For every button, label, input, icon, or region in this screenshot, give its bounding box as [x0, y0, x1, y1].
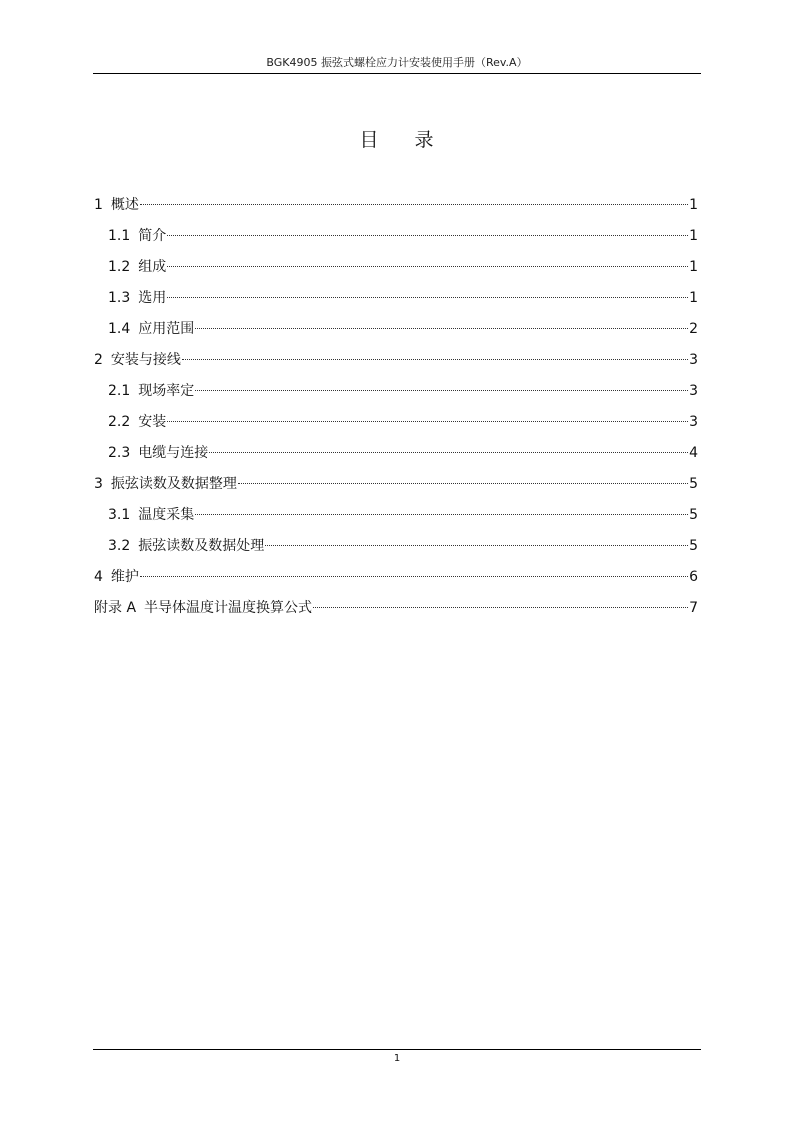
toc-entry-text: 现场率定 — [138, 383, 195, 399]
toc-entry[interactable] — [94, 597, 698, 628]
toc-dot-leader — [167, 421, 688, 422]
toc-entry-number: 1.3 — [108, 290, 131, 306]
toc-entry-label — [108, 256, 166, 278]
toc-entry-label — [94, 566, 139, 588]
toc-entry-page: 3 — [689, 383, 698, 399]
toc-entry[interactable] — [94, 504, 698, 535]
toc-entry-label — [108, 535, 264, 557]
toc-entry-number: 2.2 — [108, 414, 131, 430]
toc-entry[interactable] — [94, 380, 698, 411]
toc-dot-leader — [238, 483, 688, 484]
toc-entry[interactable] — [94, 194, 698, 225]
toc-entry-label — [108, 442, 208, 464]
toc-entry[interactable] — [94, 349, 698, 380]
toc-entry-page: 1 — [689, 259, 698, 275]
toc-entry-page: 7 — [689, 600, 698, 616]
toc-entry-page: 3 — [689, 414, 698, 430]
toc-entry[interactable] — [94, 442, 698, 473]
toc-entry-number: 2 — [94, 352, 103, 368]
toc-entry-label — [94, 597, 312, 619]
toc-dot-leader — [140, 204, 688, 205]
toc-dot-leader — [167, 297, 688, 298]
toc-entry-page: 3 — [689, 352, 698, 368]
toc-entry-page: 5 — [689, 507, 698, 523]
toc-entry-text: 安装与接线 — [110, 352, 181, 368]
toc-entry-number: 3.2 — [108, 538, 131, 554]
toc-dot-leader — [195, 328, 688, 329]
toc-entry-page: 5 — [689, 538, 698, 554]
toc-dot-leader — [195, 514, 688, 515]
toc-dot-leader — [182, 359, 688, 360]
toc-entry-page: 2 — [689, 321, 698, 337]
toc-entry[interactable] — [94, 318, 698, 349]
toc-entry-label — [108, 380, 194, 402]
toc-entry-text: 振弦读数及数据整理 — [110, 476, 237, 492]
toc-entry-number: 1.4 — [108, 321, 131, 337]
toc-entry[interactable] — [94, 287, 698, 318]
toc-entry-text: 概述 — [110, 197, 139, 213]
toc-dot-leader — [167, 235, 688, 236]
toc-title: 目录 — [359, 129, 470, 151]
header-title: BGK4905 振弦式螺栓应力计安装使用手册（Rev.A） — [266, 56, 528, 69]
toc-entry-label — [108, 504, 194, 526]
toc-entry-text: 组成 — [138, 259, 167, 275]
toc-entry[interactable] — [94, 473, 698, 504]
toc-entry-text: 应用范围 — [138, 321, 195, 337]
toc-entry-text: 半导体温度计温度换算公式 — [144, 600, 313, 616]
toc-entry-number: 4 — [94, 569, 103, 585]
toc-entry-label — [94, 473, 237, 495]
toc-entry-label — [108, 411, 166, 433]
page-number: 1 — [393, 1053, 401, 1064]
toc-dot-leader — [209, 452, 688, 453]
toc-entry-text: 维护 — [110, 569, 139, 585]
toc-entry-text: 简介 — [138, 228, 167, 244]
toc-dot-leader — [265, 545, 688, 546]
table-of-contents — [94, 194, 698, 628]
toc-entry-number: 附录 A — [94, 600, 137, 616]
toc-entry-page: 6 — [689, 569, 698, 585]
toc-entry-number: 2.3 — [108, 445, 131, 461]
toc-dot-leader — [195, 390, 688, 391]
toc-entry[interactable] — [94, 256, 698, 287]
toc-entry-number: 1 — [94, 197, 103, 213]
toc-entry[interactable] — [94, 566, 698, 597]
toc-entry-number: 1.2 — [108, 259, 131, 275]
toc-entry[interactable] — [94, 535, 698, 566]
toc-entry-text: 选用 — [138, 290, 167, 306]
toc-entry-text: 电缆与连接 — [138, 445, 209, 461]
toc-entry-text: 振弦读数及数据处理 — [138, 538, 265, 554]
toc-dot-leader — [313, 607, 688, 608]
toc-entry-label — [94, 194, 139, 216]
toc-entry-page: 5 — [689, 476, 698, 492]
toc-entry-page: 1 — [689, 290, 698, 306]
toc-entry-label — [108, 318, 194, 340]
page-header — [93, 56, 701, 74]
toc-entry-page: 1 — [689, 228, 698, 244]
toc-entry[interactable] — [94, 411, 698, 442]
page-footer — [93, 1049, 701, 1065]
toc-entry-number: 3 — [94, 476, 103, 492]
toc-dot-leader — [140, 576, 688, 577]
toc-entry-text: 温度采集 — [138, 507, 195, 523]
toc-dot-leader — [167, 266, 688, 267]
toc-entry-label — [94, 349, 181, 371]
toc-entry-number: 2.1 — [108, 383, 131, 399]
toc-entry-page: 1 — [689, 197, 698, 213]
toc-entry-text: 安装 — [138, 414, 167, 430]
toc-entry-number: 3.1 — [108, 507, 131, 523]
toc-entry-label — [108, 225, 166, 247]
toc-entry-number: 1.1 — [108, 228, 131, 244]
toc-entry-page: 4 — [689, 445, 698, 461]
toc-entry[interactable] — [94, 225, 698, 256]
toc-entry-label — [108, 287, 166, 309]
